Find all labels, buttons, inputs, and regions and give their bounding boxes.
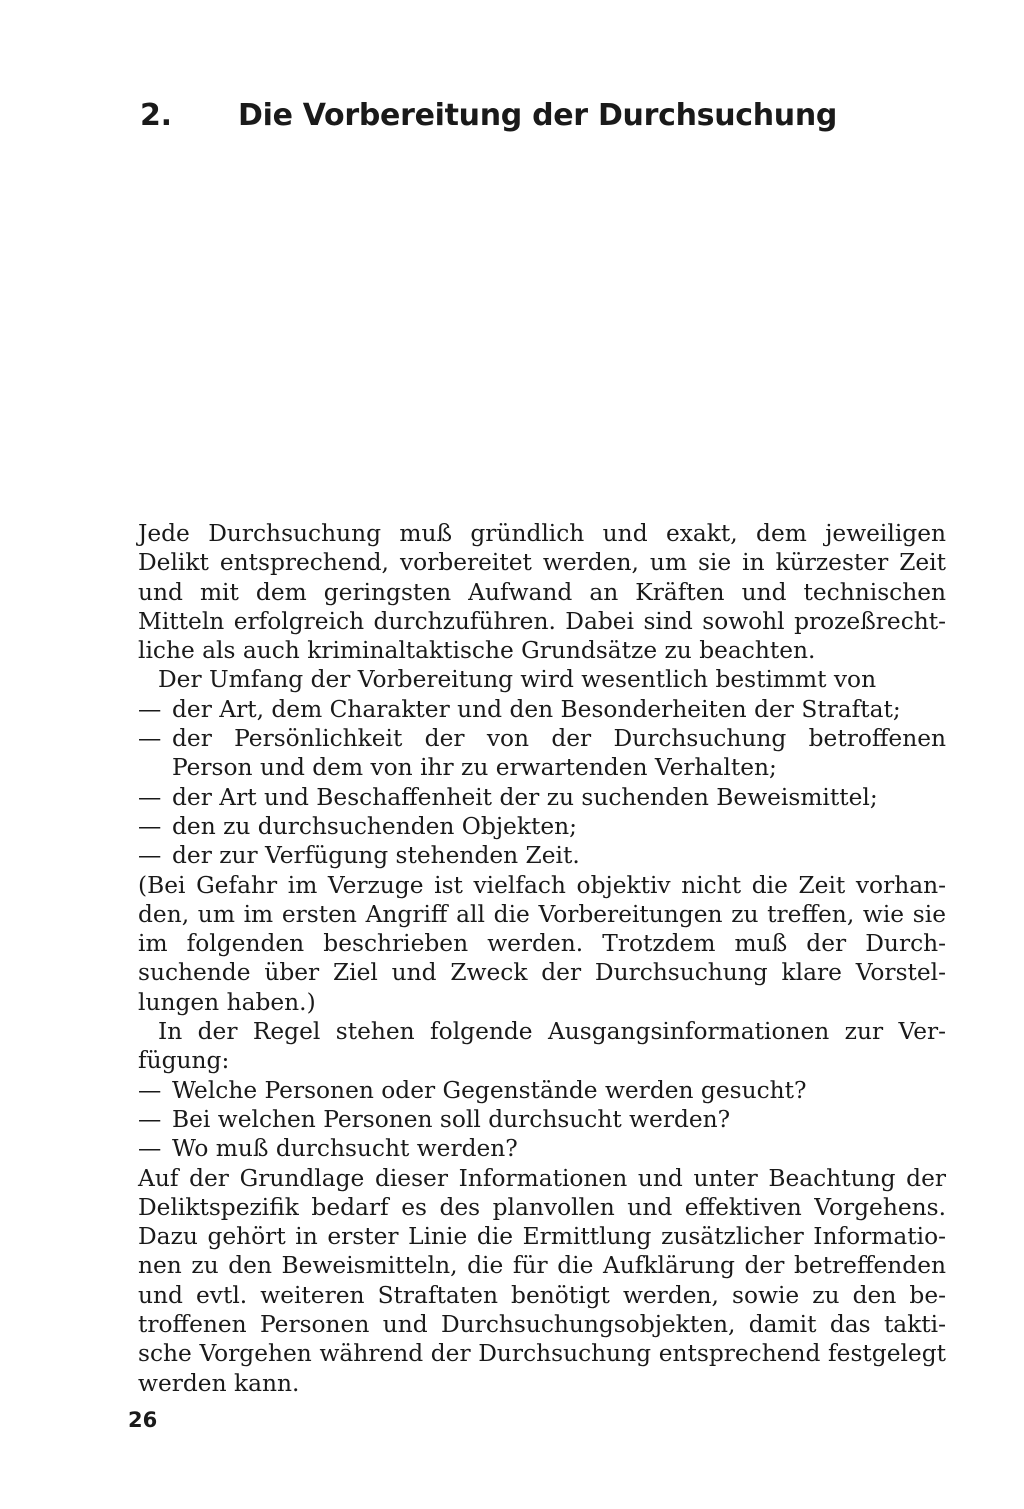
list-item-continuation: Person und dem von ihr zu erwartenden Verhalten; bbox=[172, 754, 777, 782]
dash-bullet: — bbox=[138, 1076, 162, 1104]
text-line: Mitteln erfolgreich durchzuführen. Dabei sind sowohl prozeßrecht- bbox=[138, 607, 946, 635]
list-item bbox=[138, 1134, 946, 1163]
text-line: werden kann. bbox=[138, 1369, 300, 1397]
list-item-text: Welche Personen oder Gegenstände werden gesucht? bbox=[172, 1076, 807, 1104]
list-item-text: den zu durchsuchenden Objekten; bbox=[172, 812, 577, 840]
list-item-text: Bei welchen Personen soll durchsucht werden? bbox=[172, 1105, 731, 1133]
list-item bbox=[138, 695, 946, 724]
text-line: troffenen Personen und Durchsuchungsobjekten, damit das takti- bbox=[138, 1311, 946, 1339]
list-item bbox=[138, 783, 946, 812]
dash-bullet: — bbox=[138, 783, 162, 811]
text-line: sche Vorgehen während der Durchsuchung entsprechend festgelegt bbox=[138, 1340, 946, 1368]
list-item-text: der Art, dem Charakter und den Besonderheiten der Straftat; bbox=[172, 695, 901, 723]
text-line: Der Umfang der Vorbereitung wird wesentlich bestimmt von bbox=[158, 666, 877, 694]
dash-bullet: — bbox=[138, 1105, 162, 1133]
body-text bbox=[138, 519, 946, 1398]
text-line: den, um im ersten Angriff all die Vorbereitungen zu treffen, wie sie bbox=[138, 900, 946, 928]
dash-bullet: — bbox=[138, 1135, 162, 1163]
list-item-text: der Persönlichkeit der von der Durchsuchung betroffenen bbox=[172, 725, 946, 753]
list-item bbox=[138, 1076, 946, 1105]
list-item-text: der Art und Beschaffenheit der zu suchenden Beweismittel; bbox=[172, 783, 878, 811]
text-line: Deliktspezifik bedarf es des planvollen und effektiven Vorgehens. bbox=[138, 1193, 946, 1221]
text-line: Auf der Grundlage dieser Informationen und unter Beachtung der bbox=[138, 1164, 946, 1192]
text-line: lungen haben.) bbox=[138, 988, 316, 1016]
text-line: nen zu den Beweismitteln, die für die Aufklärung der betreffenden bbox=[138, 1252, 946, 1280]
section-title: Die Vorbereitung der Durchsuchung bbox=[238, 98, 838, 133]
dash-bullet: — bbox=[138, 842, 162, 870]
text-line: und evtl. weiteren Straftaten benötigt werden, sowie zu den be- bbox=[138, 1281, 946, 1309]
dash-bullet: — bbox=[138, 812, 162, 840]
text-line: (Bei Gefahr im Verzuge ist vielfach objektiv nicht die Zeit vorhan- bbox=[138, 871, 946, 899]
text-line: im folgenden beschrieben werden. Trotzdem muß der Durch- bbox=[138, 930, 946, 958]
text-line: Dazu gehört in erster Linie die Ermittlung zusätzlicher Informatio- bbox=[138, 1223, 946, 1251]
list-item bbox=[138, 812, 946, 841]
text-line: und mit dem geringsten Aufwand an Kräften und technischen bbox=[138, 578, 946, 606]
page-number: 26 bbox=[128, 1408, 158, 1432]
dash-bullet: — bbox=[138, 725, 162, 753]
list-item bbox=[138, 1105, 946, 1134]
text-line: fügung: bbox=[138, 1047, 230, 1075]
dash-bullet: — bbox=[138, 695, 162, 723]
list-item bbox=[138, 724, 946, 753]
text-line: liche als auch kriminaltaktische Grundsätze zu beachten. bbox=[138, 637, 816, 665]
text-line: suchende über Ziel und Zweck der Durchsuchung klare Vorstel- bbox=[138, 959, 946, 987]
text-line: In der Regel stehen folgende Ausgangsinformationen zur Ver- bbox=[158, 1018, 946, 1046]
text-line: Jede Durchsuchung muß gründlich und exakt, dem jeweiligen bbox=[138, 520, 946, 547]
list-item-text: Wo muß durchsucht werden? bbox=[172, 1135, 518, 1163]
list-item bbox=[138, 841, 946, 870]
section-heading bbox=[140, 96, 837, 136]
list-item-text: der zur Verfügung stehenden Zeit. bbox=[172, 842, 580, 870]
text-line: Delikt entsprechend, vorbereitet werden, um sie in kürzester Zeit bbox=[138, 549, 946, 577]
section-number: 2. bbox=[140, 98, 172, 133]
